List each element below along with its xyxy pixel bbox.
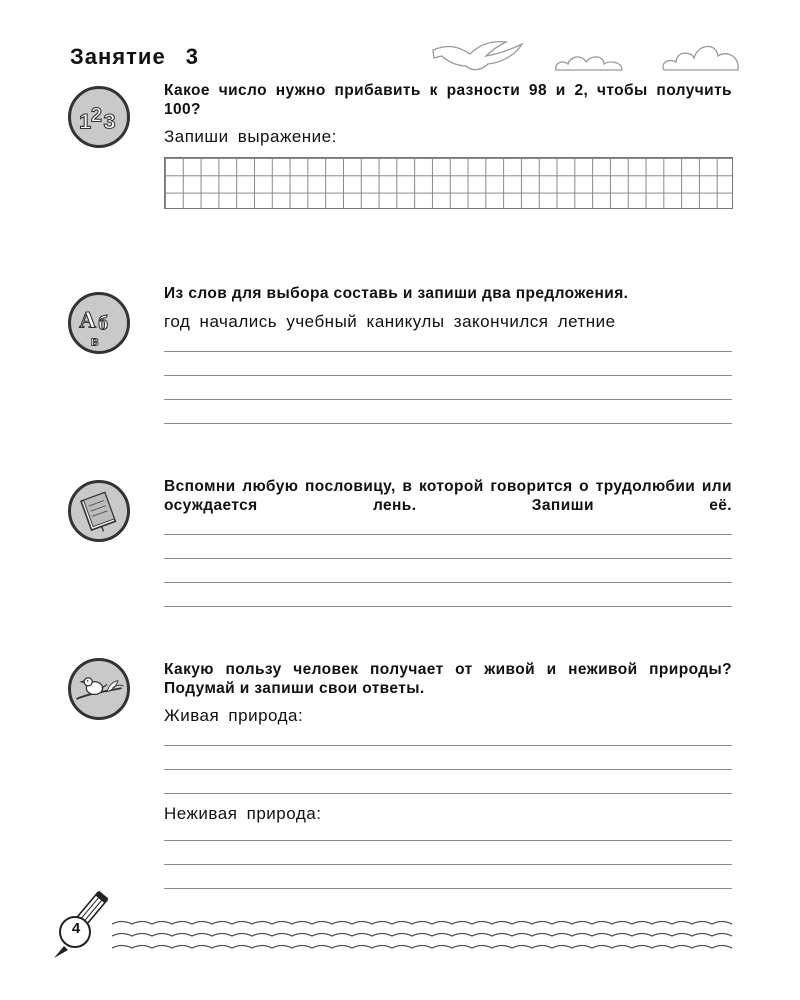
page-title	[70, 44, 199, 70]
answer-line[interactable]	[164, 606, 732, 607]
answer-line[interactable]	[164, 864, 732, 865]
task-2-words: год начались учебный каникулы закончился летние	[164, 312, 616, 331]
cloud-icon	[660, 40, 744, 74]
letters-abv-icon	[68, 292, 130, 354]
svg-text:1: 1	[79, 108, 92, 134]
svg-text:в: в	[90, 334, 99, 349]
page-number: 4	[71, 920, 81, 937]
answer-line[interactable]	[164, 375, 732, 376]
lesson-number: 3	[185, 44, 199, 69]
answer-line[interactable]	[164, 423, 732, 424]
nonliving-nature-label: Неживая природа:	[164, 804, 322, 823]
answer-line[interactable]	[164, 558, 732, 559]
cloud-icon	[552, 48, 628, 74]
answer-line[interactable]	[164, 745, 732, 746]
wavy-lines-decoration	[112, 918, 738, 954]
task-1-question: Какое число нужно прибавить к разности 98 и 2, чтобы получить 100?	[164, 82, 732, 118]
answer-line[interactable]	[164, 793, 732, 794]
answer-line[interactable]	[164, 840, 732, 841]
answer-line[interactable]	[164, 534, 732, 535]
answer-line[interactable]	[164, 888, 732, 889]
book-icon	[68, 480, 130, 542]
task-1-prompt: Запиши выражение:	[164, 127, 337, 146]
answer-line[interactable]	[164, 399, 732, 400]
answer-line[interactable]	[164, 769, 732, 770]
living-nature-label: Живая природа:	[164, 706, 304, 725]
task-4-question: Какую пользу человек получает от живой и неживой природы? Подумай и запиши свои ответы.	[164, 661, 732, 697]
bird-decoration-icon	[428, 36, 528, 74]
task-3-question: Вспомни любую пословицу, в которой говорится о трудолюбии или осуждается лень. Запиши её.	[164, 478, 732, 514]
svg-text:2: 2	[90, 104, 102, 127]
answer-grid[interactable]	[164, 157, 733, 209]
page-title-text: Занятие	[70, 44, 166, 69]
bird-on-branch-icon	[68, 658, 130, 720]
svg-text:3: 3	[103, 108, 116, 134]
svg-text:А: А	[79, 307, 97, 334]
answer-line[interactable]	[164, 582, 732, 583]
numbers-123-icon	[68, 86, 130, 148]
svg-text:б: б	[98, 312, 109, 335]
task-2-question: Из слов для выбора составь и запиши два предложения.	[164, 285, 629, 302]
answer-line[interactable]	[164, 351, 732, 352]
